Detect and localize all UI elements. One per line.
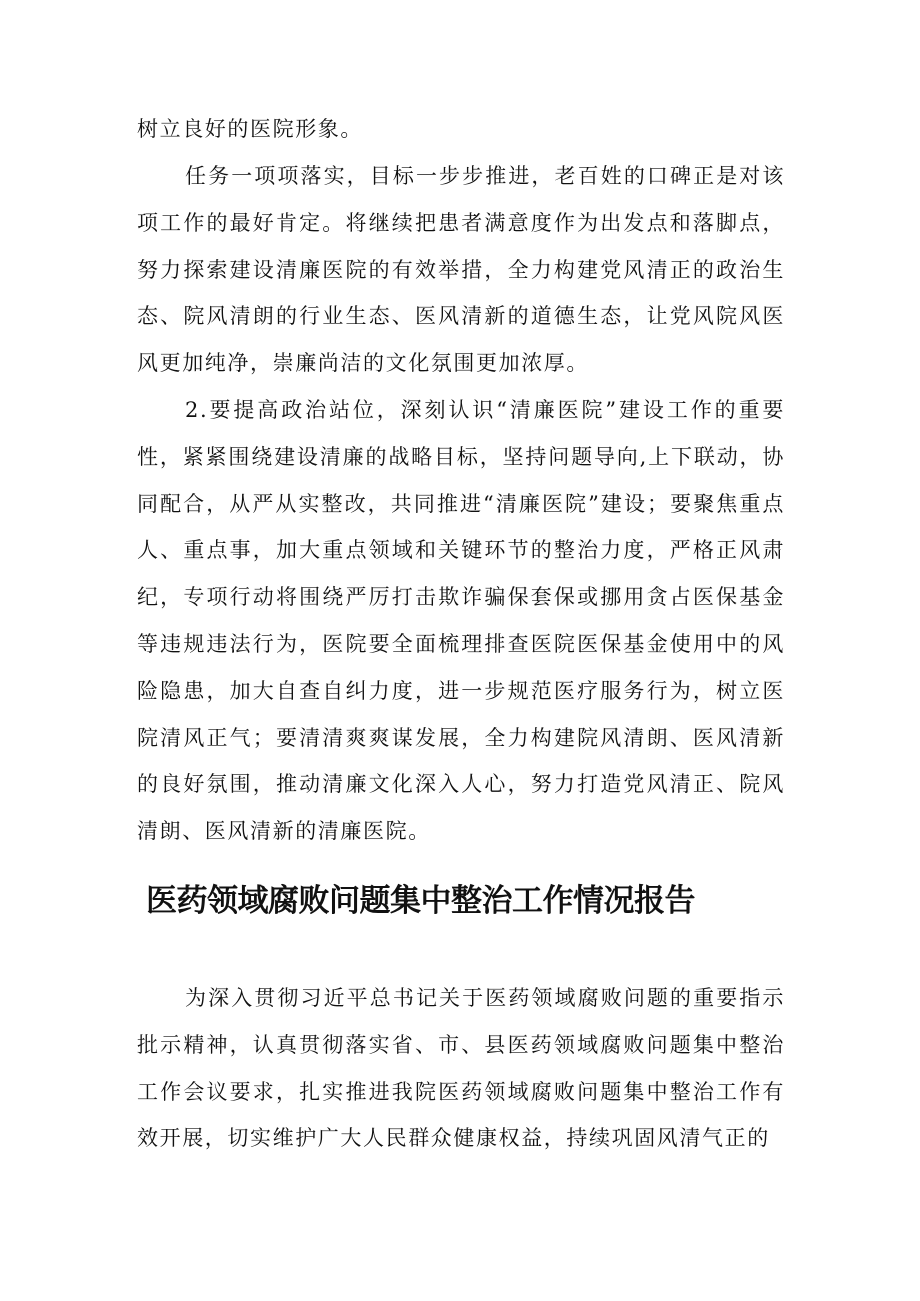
paragraph-task-implementation: 任务一项项落实，目标一步步推进，老百姓的口碑正是对该项工作的最好肯定。将继续把患者满意度作为出发点和落脚点，努力探索建设清廉医院的有效举措，全力构建党风清正的政治生态、院风清朗的行业生态、医风清新的道德生态，让党风院风医风更加纯净，崇廉尚洁的文化氛围更加浓厚。 bbox=[137, 164, 785, 376]
report-title: 医药领域腐败问题集中整治工作情况报告 bbox=[146, 883, 695, 919]
paragraph-intro: 为深入贯彻习近平总书记关于医药领域腐败问题的重要指示批示精神，认真贯彻落实省、市、县医药领域腐败问题集中整治工作会议要求，扎实推进我院医药领域腐败问题集中整治工作有效开展，切实维护广大人民群众健康权益，持续巩固风清气正的 bbox=[137, 986, 785, 1151]
paragraph-point-2: 2.要提高政治站位，深刻认识“清廉医院”建设工作的重要性，紧紧围绕建设清廉的战略目标，坚持问题导向,上下联动，协同配合，从严从实整改，共同推进“清廉医院”建设；要聚焦重点人、重点事，加大重点领域和关键环节的整治力度，严格正风肃纪，专项行动将围绕严厉打击欺诈骗保套保或挪用贪占医保基金等违规违法行为，医院要全面梳理排查医院医保基金使用中的风险隐患，加大自查自纠力度，进一步规范医疗服务行为，树立医院清风正气；要清清爽爽谋发展，全力构建院风清朗、医风清新的良好氛围，推动清廉文化深入人心，努力打造党风清正、院风清朗、医风清新的清廉医院。 bbox=[137, 398, 785, 844]
paragraph-continuation: 树立良好的医院形象。 bbox=[137, 117, 363, 141]
